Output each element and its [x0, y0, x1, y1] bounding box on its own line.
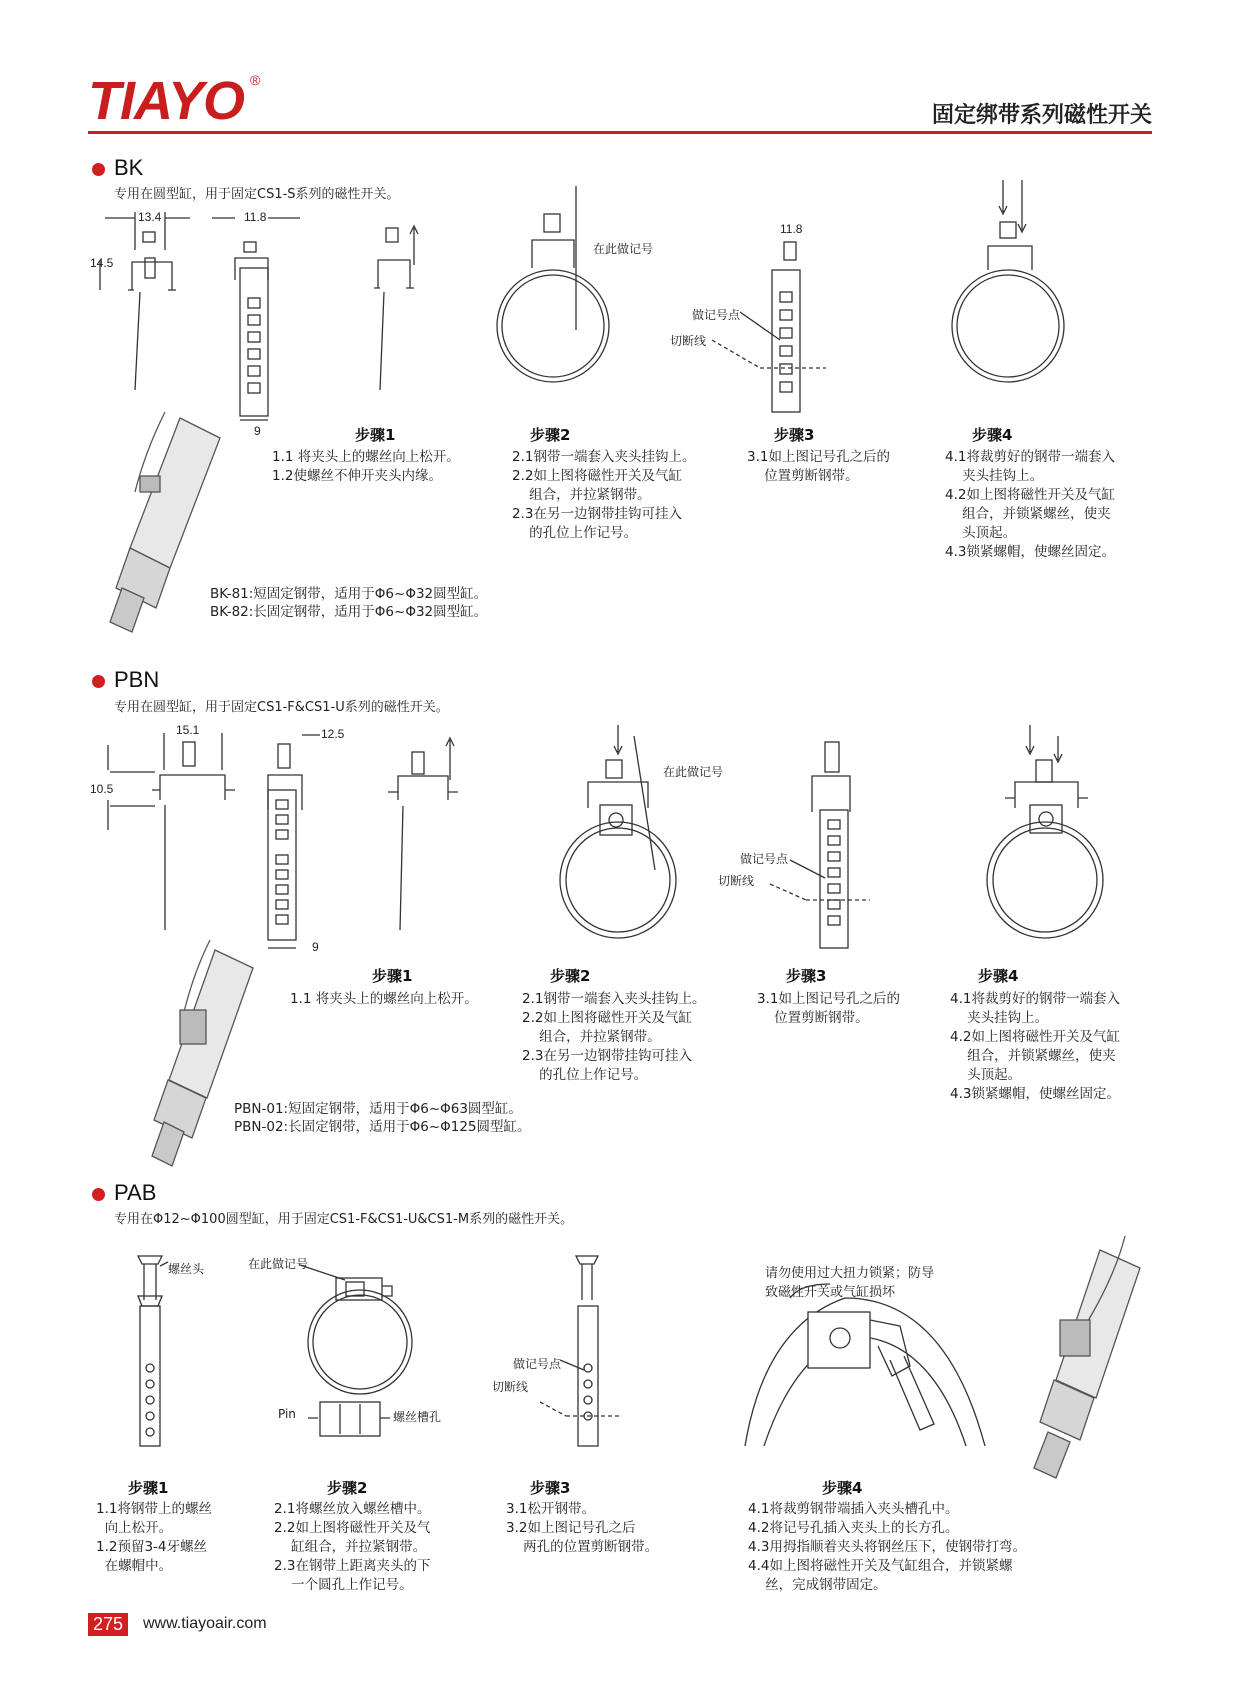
label-pbn-mark-point: 做记号点 — [740, 852, 789, 866]
dim-pbn-width2: 12.5 — [321, 727, 345, 741]
dim-bk-width2: 11.8 — [244, 210, 267, 224]
page-number: 275 — [88, 1613, 128, 1636]
bk-model-notes: BK-81:短固定钢带，适用于Φ6~Φ32圆型缸。 BK-82:长固定钢带，适用于Φ6~Φ32圆型缸。 — [210, 586, 488, 620]
section-title-bk: BK — [114, 155, 144, 180]
label-pab-cut-line: 切断线 — [492, 1380, 529, 1394]
pab-step1-drawing — [138, 1256, 168, 1446]
label-pab-pin: Pin — [278, 1407, 296, 1421]
dim-bk-width3: 11.8 — [780, 222, 803, 236]
label-bk-mark-point: 做记号点 — [692, 308, 741, 322]
pbn-step3-title: 步骤3 — [786, 967, 827, 985]
dim-pbn-band-width: 9 — [312, 940, 319, 954]
dim-bk-height: 14.5 — [90, 256, 114, 270]
label-pab-screw-slot: 螺丝槽孔 — [393, 1410, 442, 1424]
pbn-step3-text: 3.1如上图记号孔之后的 位置剪断钢带。 — [757, 991, 900, 1026]
label-pab-mark-here: 在此做记号 — [248, 1257, 309, 1271]
label-pab-mark-point: 做记号点 — [513, 1357, 562, 1371]
pab-step1-text: 1.1将钢带上的螺丝 向上松开。 1.2预留3-4牙螺丝 在螺帽中。 — [96, 1501, 212, 1574]
pbn-step2-text: 2.1钢带一端套入夹头挂钩上。 2.2如上图将磁性开关及气缸 组合，并拉紧钢带。 2.3在另一边钢带挂钩可挂入 的孔位上作记号。 — [522, 991, 706, 1083]
label-pab-screw-head: 螺丝头 — [168, 1262, 205, 1276]
label-bk-mark-here: 在此做记号 — [593, 242, 654, 256]
section-desc-pab: 专用在Φ12~Φ100圆型缸，用于固定CS1-F&CS1-U&CS1-M系列的磁性开关。 — [114, 1212, 574, 1227]
section-desc-bk: 专用在圆型缸，用于固定CS1-S系列的磁性开关。 — [114, 187, 400, 202]
pab-cylinder-illustration — [1034, 1236, 1140, 1478]
bk-step4-text: 4.1将裁剪好的钢带一端套入 夹头挂钩上。 4.2如上图将磁性开关及气缸 组合，并锁紧螺丝，使夹 头顶起。 4.3锁紧螺帽，使螺丝固定。 — [945, 449, 1115, 560]
pab-step4-text: 4.1将裁剪钢带端插入夹头槽孔中。 4.2将记号孔插入夹头上的长方孔。 4.3用拇指顺着夹头将钢丝压下，使钢带打弯。 4.4如上图将磁性开关及气缸组合，并锁紧螺 丝，完成钢带固定。 — [748, 1501, 1026, 1593]
website-link[interactable]: www.tiayoair.com — [143, 1615, 267, 1632]
dim-pbn-height: 10.5 — [90, 782, 114, 796]
pab-step4-drawing — [745, 1284, 985, 1446]
pbn-step4-title: 步骤4 — [978, 967, 1019, 985]
label-pbn-cut-line: 切断线 — [718, 874, 755, 888]
bk-step3-title: 步骤3 — [774, 426, 815, 444]
dim-bk-band-width: 9 — [254, 424, 261, 438]
bk-step2-text: 2.1钢带一端套入夹头挂钩上。 2.2如上图将磁性开关及气缸 组合，并拉紧钢带。 2.3在另一边钢带挂钩可挂入 的孔位上作记号。 — [512, 449, 696, 541]
pab-step3-drawing — [540, 1256, 620, 1446]
pbn-step1-title: 步骤1 — [372, 967, 413, 985]
label-bk-cut-line: 切断线 — [670, 334, 707, 348]
pab-step4-title: 步骤4 — [822, 1479, 863, 1497]
bk-step3-text: 3.1如上图记号孔之后的 位置剪断钢带。 — [747, 449, 890, 484]
pab-step3-title: 步骤3 — [530, 1479, 571, 1497]
bk-step1-text: 1.1 将夹头上的螺丝向上松开。 1.2使螺丝不伸开夹头内缘。 — [272, 449, 460, 484]
dim-pbn-width1: 15.1 — [176, 723, 200, 737]
pab-step2-text: 2.1将螺丝放入螺丝槽中。 2.2如上图将磁性开关及气 缸组合，并拉紧钢带。 2.3在钢带上距离夹头的下 一个圆孔上作记号。 — [274, 1501, 431, 1593]
pbn-step2-title: 步骤2 — [550, 967, 591, 985]
page-title: 固定绑带系列磁性开关 — [931, 103, 1152, 128]
section-desc-pbn: 专用在圆型缸，用于固定CS1-F&CS1-U系列的磁性开关。 — [114, 700, 449, 715]
label-pab-warning: 请勿使用过大扭力锁紧；防导 致磁性开关或气缸损坏 — [765, 1266, 935, 1300]
pab-step1-title: 步骤1 — [128, 1479, 169, 1497]
registered-mark: ® — [250, 72, 261, 88]
pbn-step1-text: 1.1 将夹头上的螺丝向上松开。 — [290, 991, 478, 1007]
label-pbn-mark-here: 在此做记号 — [663, 765, 724, 779]
pbn-step4-text: 4.1将裁剪好的钢带一端套入 夹头挂钩上。 4.2如上图将磁性开关及气缸 组合，并锁紧螺丝，使夹 头顶起。 4.3锁紧螺帽，使螺丝固定。 — [950, 991, 1120, 1102]
pab-step3-text: 3.1松开钢带。 3.2如上图记号孔之后 两孔的位置剪断钢带。 — [506, 1501, 659, 1555]
brand-logo: TIAYO — [88, 71, 244, 131]
dim-bk-width1: 13.4 — [138, 210, 162, 224]
bk-step2-title: 步骤2 — [530, 426, 571, 444]
section-title-pbn: PBN — [114, 667, 160, 692]
pab-step2-title: 步骤2 — [327, 1479, 368, 1497]
bk-step1-title: 步骤1 — [355, 426, 396, 444]
pab-step2-drawing — [300, 1265, 412, 1436]
pbn-model-notes: PBN-01:短固定钢带，适用于Φ6~Φ63圆型缸。 PBN-02:长固定钢带，适用于Φ6~Φ125圆型缸。 — [234, 1101, 531, 1135]
bk-step4-title: 步骤4 — [972, 426, 1013, 444]
section-title-pab: PAB — [114, 1180, 157, 1205]
